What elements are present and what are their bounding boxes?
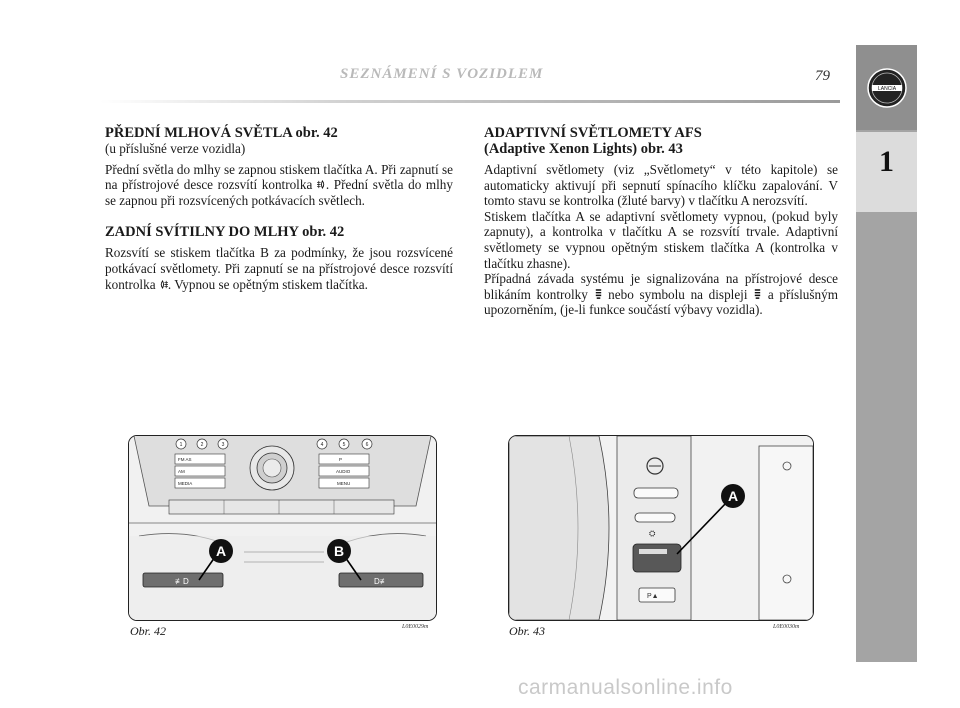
section-heading-front-fog bbox=[105, 125, 453, 141]
front-fog-paragraph bbox=[105, 162, 453, 209]
svg-text:1: 1 bbox=[179, 442, 183, 448]
figure-43 bbox=[508, 435, 814, 621]
afs-paragraph-1: Adaptivní světlomety (viz „Světlomety“ v této kapitole) se automaticky aktivují při sepnutí spínacího klíčku zapalování. V tomto stavu se kontrolka (žluté barvy) v tlačítku A nerozsvítí. bbox=[484, 162, 838, 209]
figure-42 bbox=[128, 435, 437, 621]
page-number: 79 bbox=[815, 68, 830, 84]
watermark: carmanualsonline.info bbox=[518, 676, 733, 699]
chapter-sidebar bbox=[856, 45, 917, 662]
running-header: SEZNÁMENÍ S VOZIDLEM bbox=[340, 66, 544, 82]
svg-text:AUDIO: AUDIO bbox=[336, 469, 351, 474]
rear-fog-paragraph bbox=[105, 245, 453, 292]
section-heading-afs: ADAPTIVNÍ SVĚTLOMETY AFS bbox=[484, 125, 702, 141]
afs-warning-icon bbox=[594, 289, 603, 300]
text-part: Rozsvítí se stiskem tlačítka B za podmínky, že jsou rozsvícené potkávací světlomety. Při zapnutí se na přístrojové desce rozsvítí kontrolka bbox=[105, 245, 453, 292]
rear-fog-lamp-icon bbox=[159, 279, 168, 290]
section-subheading-afs: (Adaptive Xenon Lights) obr. 43 bbox=[484, 141, 683, 157]
svg-text:D≢: D≢ bbox=[374, 577, 388, 586]
text-part: . Vypnou se opětným stiskem tlačítka. bbox=[167, 276, 368, 292]
svg-text:P▲: P▲ bbox=[647, 593, 659, 600]
svg-text:A: A bbox=[215, 543, 227, 559]
svg-text:3: 3 bbox=[221, 442, 225, 448]
svg-text:⛭: ⛭ bbox=[649, 529, 656, 538]
text-part: a příslušným upozorněním, (je-li funkce součástí výbavy vozidla). bbox=[484, 286, 838, 318]
figure-42-caption: Obr. 42 bbox=[130, 624, 167, 638]
afs-display-icon bbox=[753, 289, 762, 300]
svg-text:LANCIA: LANCIA bbox=[877, 86, 897, 92]
text-part: . Přední světla do mlhy se zapnou při rozsvícených potkávacích světlech. bbox=[105, 177, 453, 208]
chapter-number: 1 bbox=[879, 145, 894, 178]
svg-text:2: 2 bbox=[200, 442, 204, 448]
text-part: Případná závada systému je signalizována na přístrojové desce blikáním kontrolky bbox=[484, 271, 838, 302]
afs-button bbox=[633, 544, 681, 572]
svg-text:AM: AM bbox=[178, 469, 185, 474]
section-subtitle: (u příslušné verze vozidla) bbox=[105, 141, 246, 156]
logo-box bbox=[856, 45, 917, 130]
section-heading-rear-fog bbox=[105, 224, 453, 240]
lancia-logo-icon bbox=[866, 67, 908, 109]
figure-43-caption: Obr. 43 bbox=[509, 624, 546, 638]
header-rule bbox=[100, 100, 840, 103]
front-fog-lamp-icon bbox=[317, 179, 326, 190]
heading-text: PŘEDNÍ MLHOVÁ SVĚTLA bbox=[105, 125, 292, 141]
right-column bbox=[484, 125, 838, 318]
afs-paragraph-3 bbox=[484, 271, 838, 318]
svg-text:A: A bbox=[727, 488, 739, 504]
svg-text:MENU: MENU bbox=[337, 481, 351, 486]
svg-text:B: B bbox=[333, 543, 345, 559]
afs-paragraph-2: Stiskem tlačítka A se adaptivní světlomety vypnou, (pokud byly zapnuty), a kontrolka v tlačítku A se rozsvítí trvale. Adaptivní světlomety se vypnou opětným stiskem tlačítka A (kontrolka v tlačítku zhasne). bbox=[484, 208, 838, 271]
svg-text:MEDIA: MEDIA bbox=[178, 481, 193, 486]
svg-text:P: P bbox=[339, 457, 343, 462]
figure-ref: obr. 42 bbox=[295, 125, 338, 141]
text-part: Přední světla do mlhy se zapnou stiskem tlačítka A. Při zapnutí se na přístrojové desce rozsvítí kontrolka bbox=[105, 161, 453, 193]
svg-text:≢D: ≢D bbox=[175, 577, 189, 586]
svg-text:5: 5 bbox=[342, 442, 346, 448]
dashboard-illustration bbox=[129, 436, 436, 620]
left-column bbox=[105, 125, 453, 292]
heading-text: ZADNÍ SVÍTILNY DO MLHY bbox=[105, 224, 299, 241]
svg-text:6: 6 bbox=[365, 442, 369, 448]
svg-text:FM AS: FM AS bbox=[178, 457, 192, 462]
figure-42-code: L0E0029m bbox=[402, 624, 429, 630]
figure-ref: obr. 42 bbox=[302, 224, 345, 241]
steering-column-illustration bbox=[509, 436, 813, 620]
figure-43-code: L0E0030m bbox=[773, 624, 800, 630]
svg-text:4: 4 bbox=[320, 442, 324, 448]
text-part: nebo symbolu na displeji bbox=[602, 286, 754, 302]
